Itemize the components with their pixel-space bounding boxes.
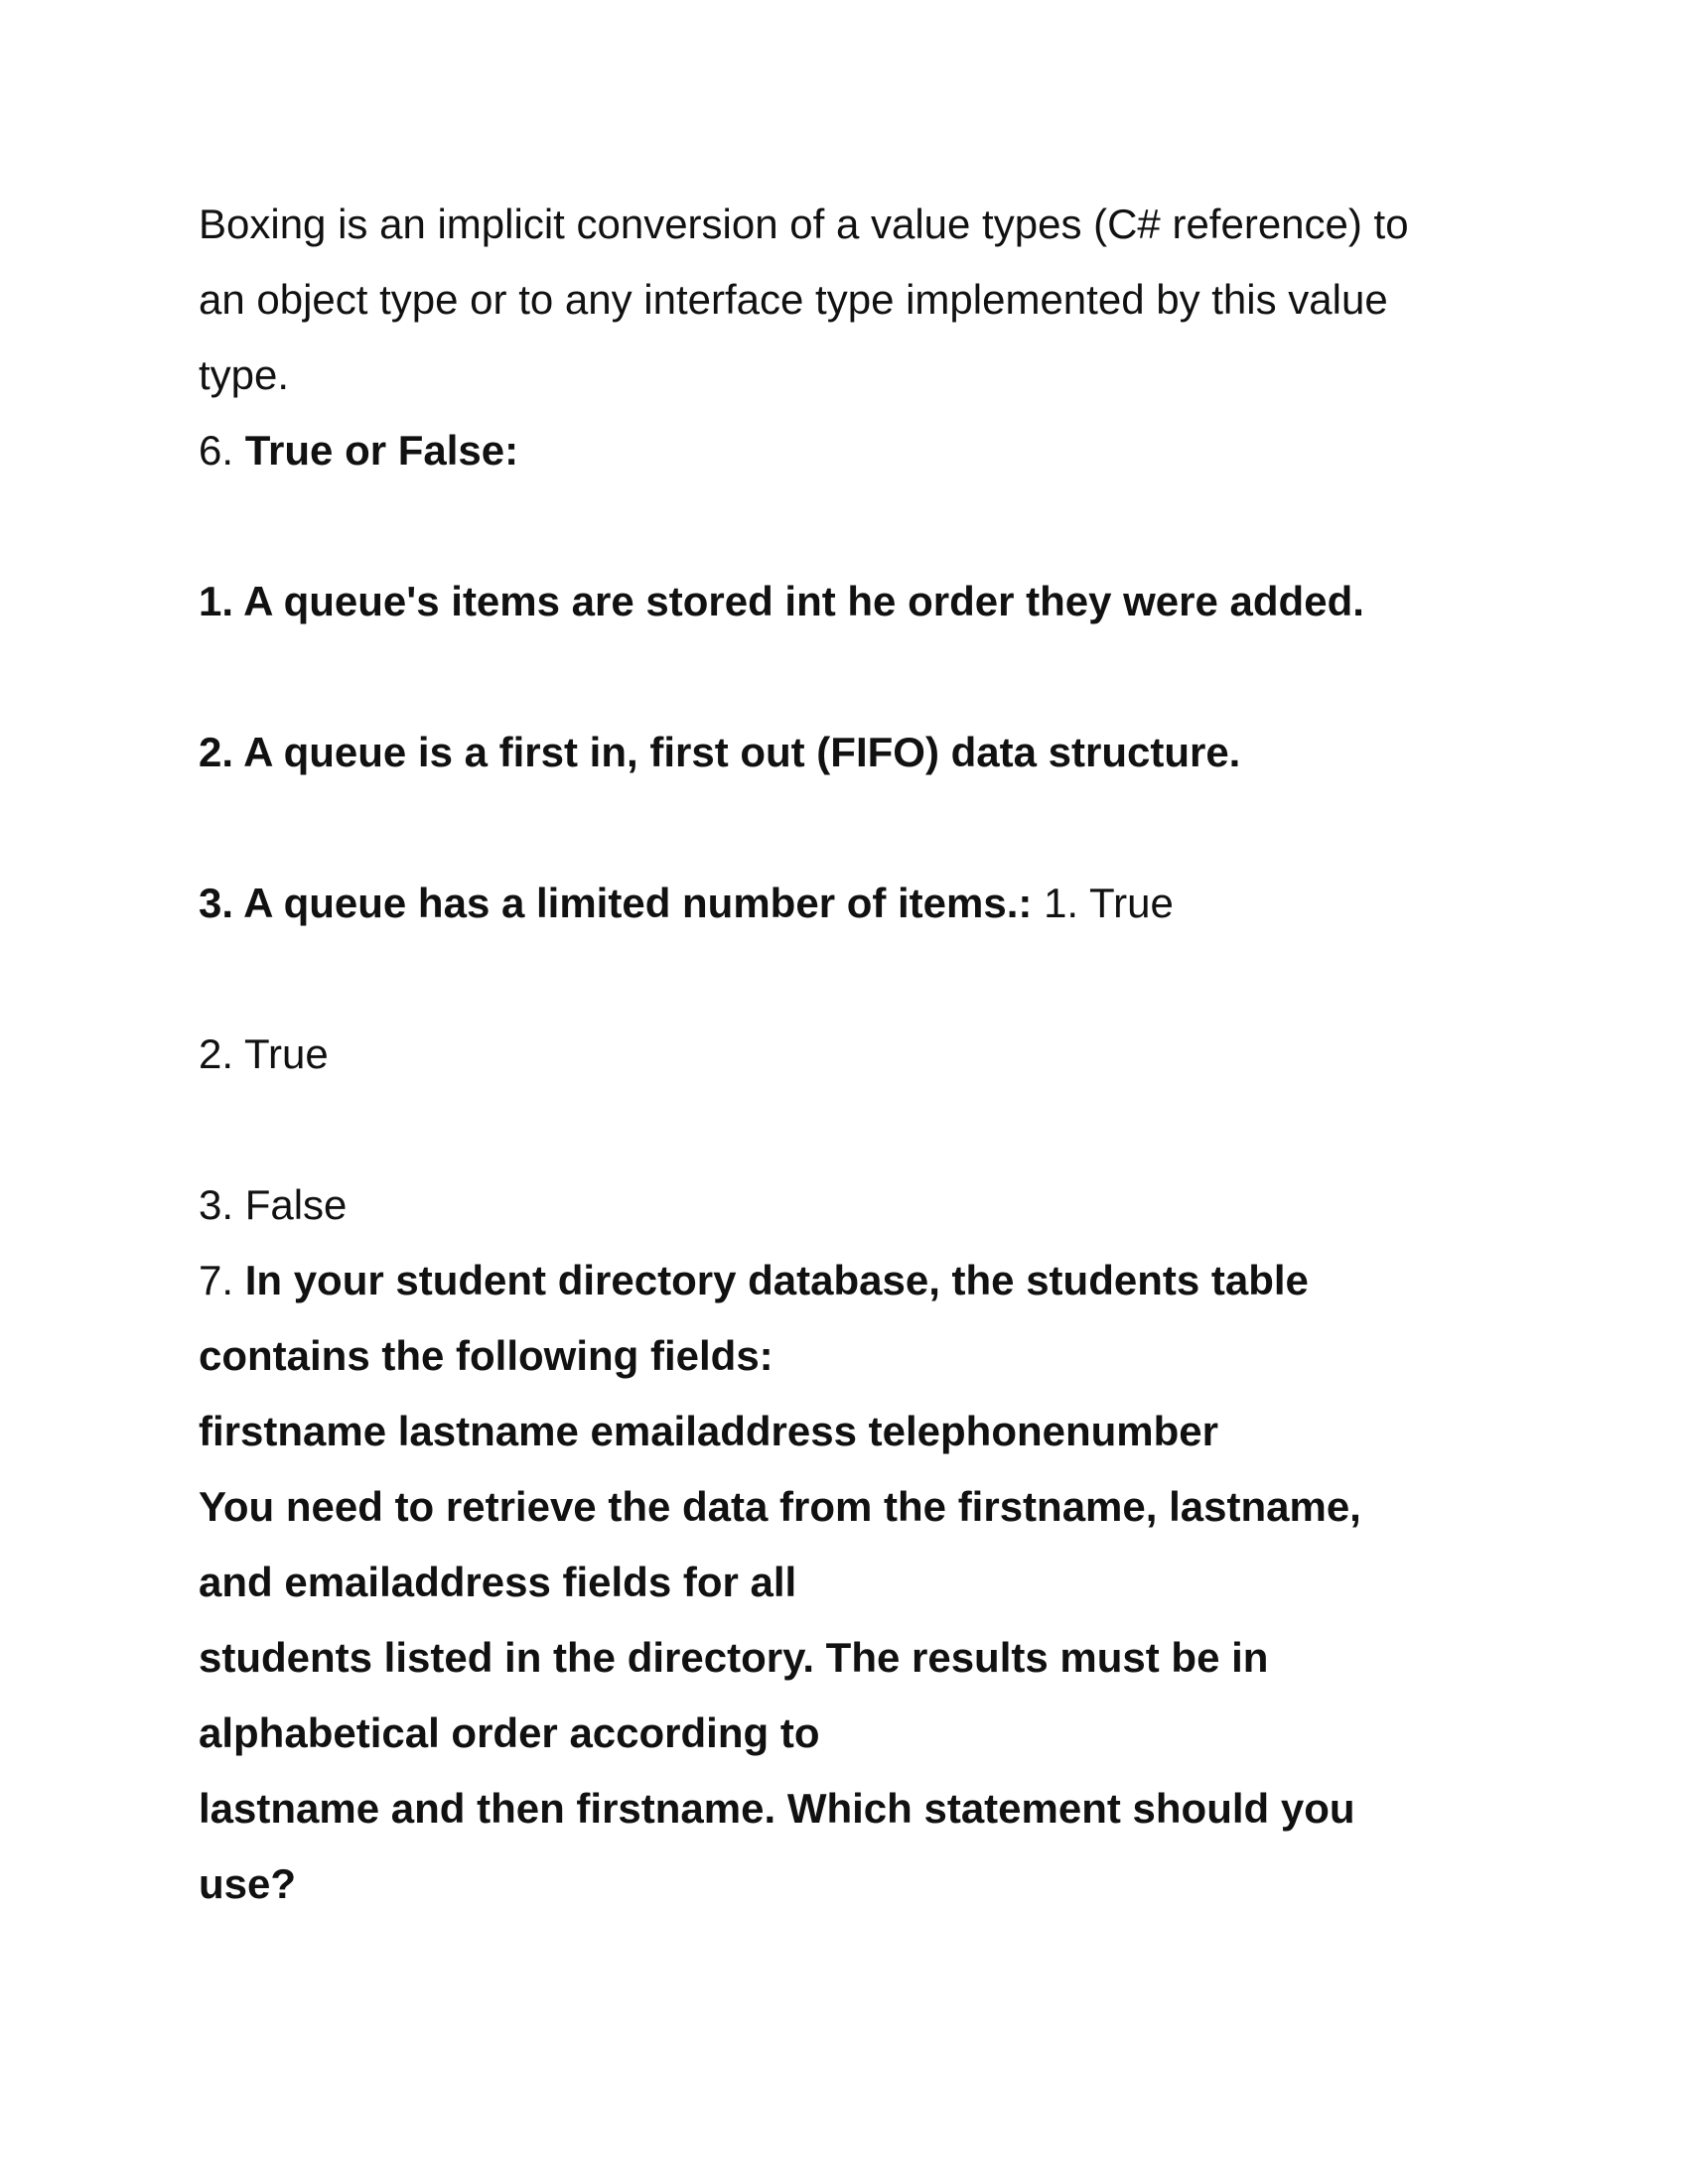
spacer — [199, 1092, 1509, 1167]
spacer — [199, 639, 1509, 715]
answer-1: 1. True — [1044, 880, 1174, 926]
question-6-item-2: 2. A queue is a first in, first out (FIFO) data structure. — [199, 729, 1241, 775]
spacer — [199, 488, 1509, 564]
question-6-heading — [199, 413, 1509, 488]
document-page — [199, 187, 1509, 1922]
question-7-line-7: alphabetical order according to — [199, 1709, 820, 1756]
spacer — [199, 790, 1509, 866]
question-6-item-3-row — [199, 866, 1509, 941]
answer-3: 3. False — [199, 1181, 348, 1228]
question-7-line-4: You need to retrieve the data from the firstname, lastname, — [199, 1483, 1361, 1530]
spacer — [199, 941, 1509, 1017]
intro-line-1: Boxing is an implicit conversion of a value types (C# reference) to — [199, 201, 1409, 247]
question-7-line-5: and emailaddress fields for all — [199, 1559, 797, 1605]
question-7-number: 7. — [199, 1257, 245, 1303]
intro-line-3: type. — [199, 351, 290, 398]
question-7-line-2: contains the following fields: — [199, 1332, 774, 1379]
intro-line-2: an object type or to any interface type implemented by this value — [199, 276, 1388, 323]
question-7-line-8: lastname and then firstname. Which statement should you — [199, 1785, 1355, 1832]
question-6-number: 6. — [199, 427, 245, 474]
question-6-item-3: 3. A queue has a limited number of items.: — [199, 880, 1033, 926]
question-7-line-3: firstname lastname emailaddress telephonenumber — [199, 1408, 1219, 1454]
question-7-line-6: students listed in the directory. The results must be in — [199, 1634, 1269, 1681]
question-7-heading — [199, 1243, 1509, 1318]
question-6-item-1: 1. A queue's items are stored int he order they were added. — [199, 578, 1364, 624]
question-6-title: True or False: — [244, 427, 519, 474]
answer-2: 2. True — [199, 1030, 329, 1077]
question-7-line-9: use? — [199, 1860, 297, 1907]
question-7-line-1: In your student directory database, the students table — [244, 1257, 1309, 1303]
